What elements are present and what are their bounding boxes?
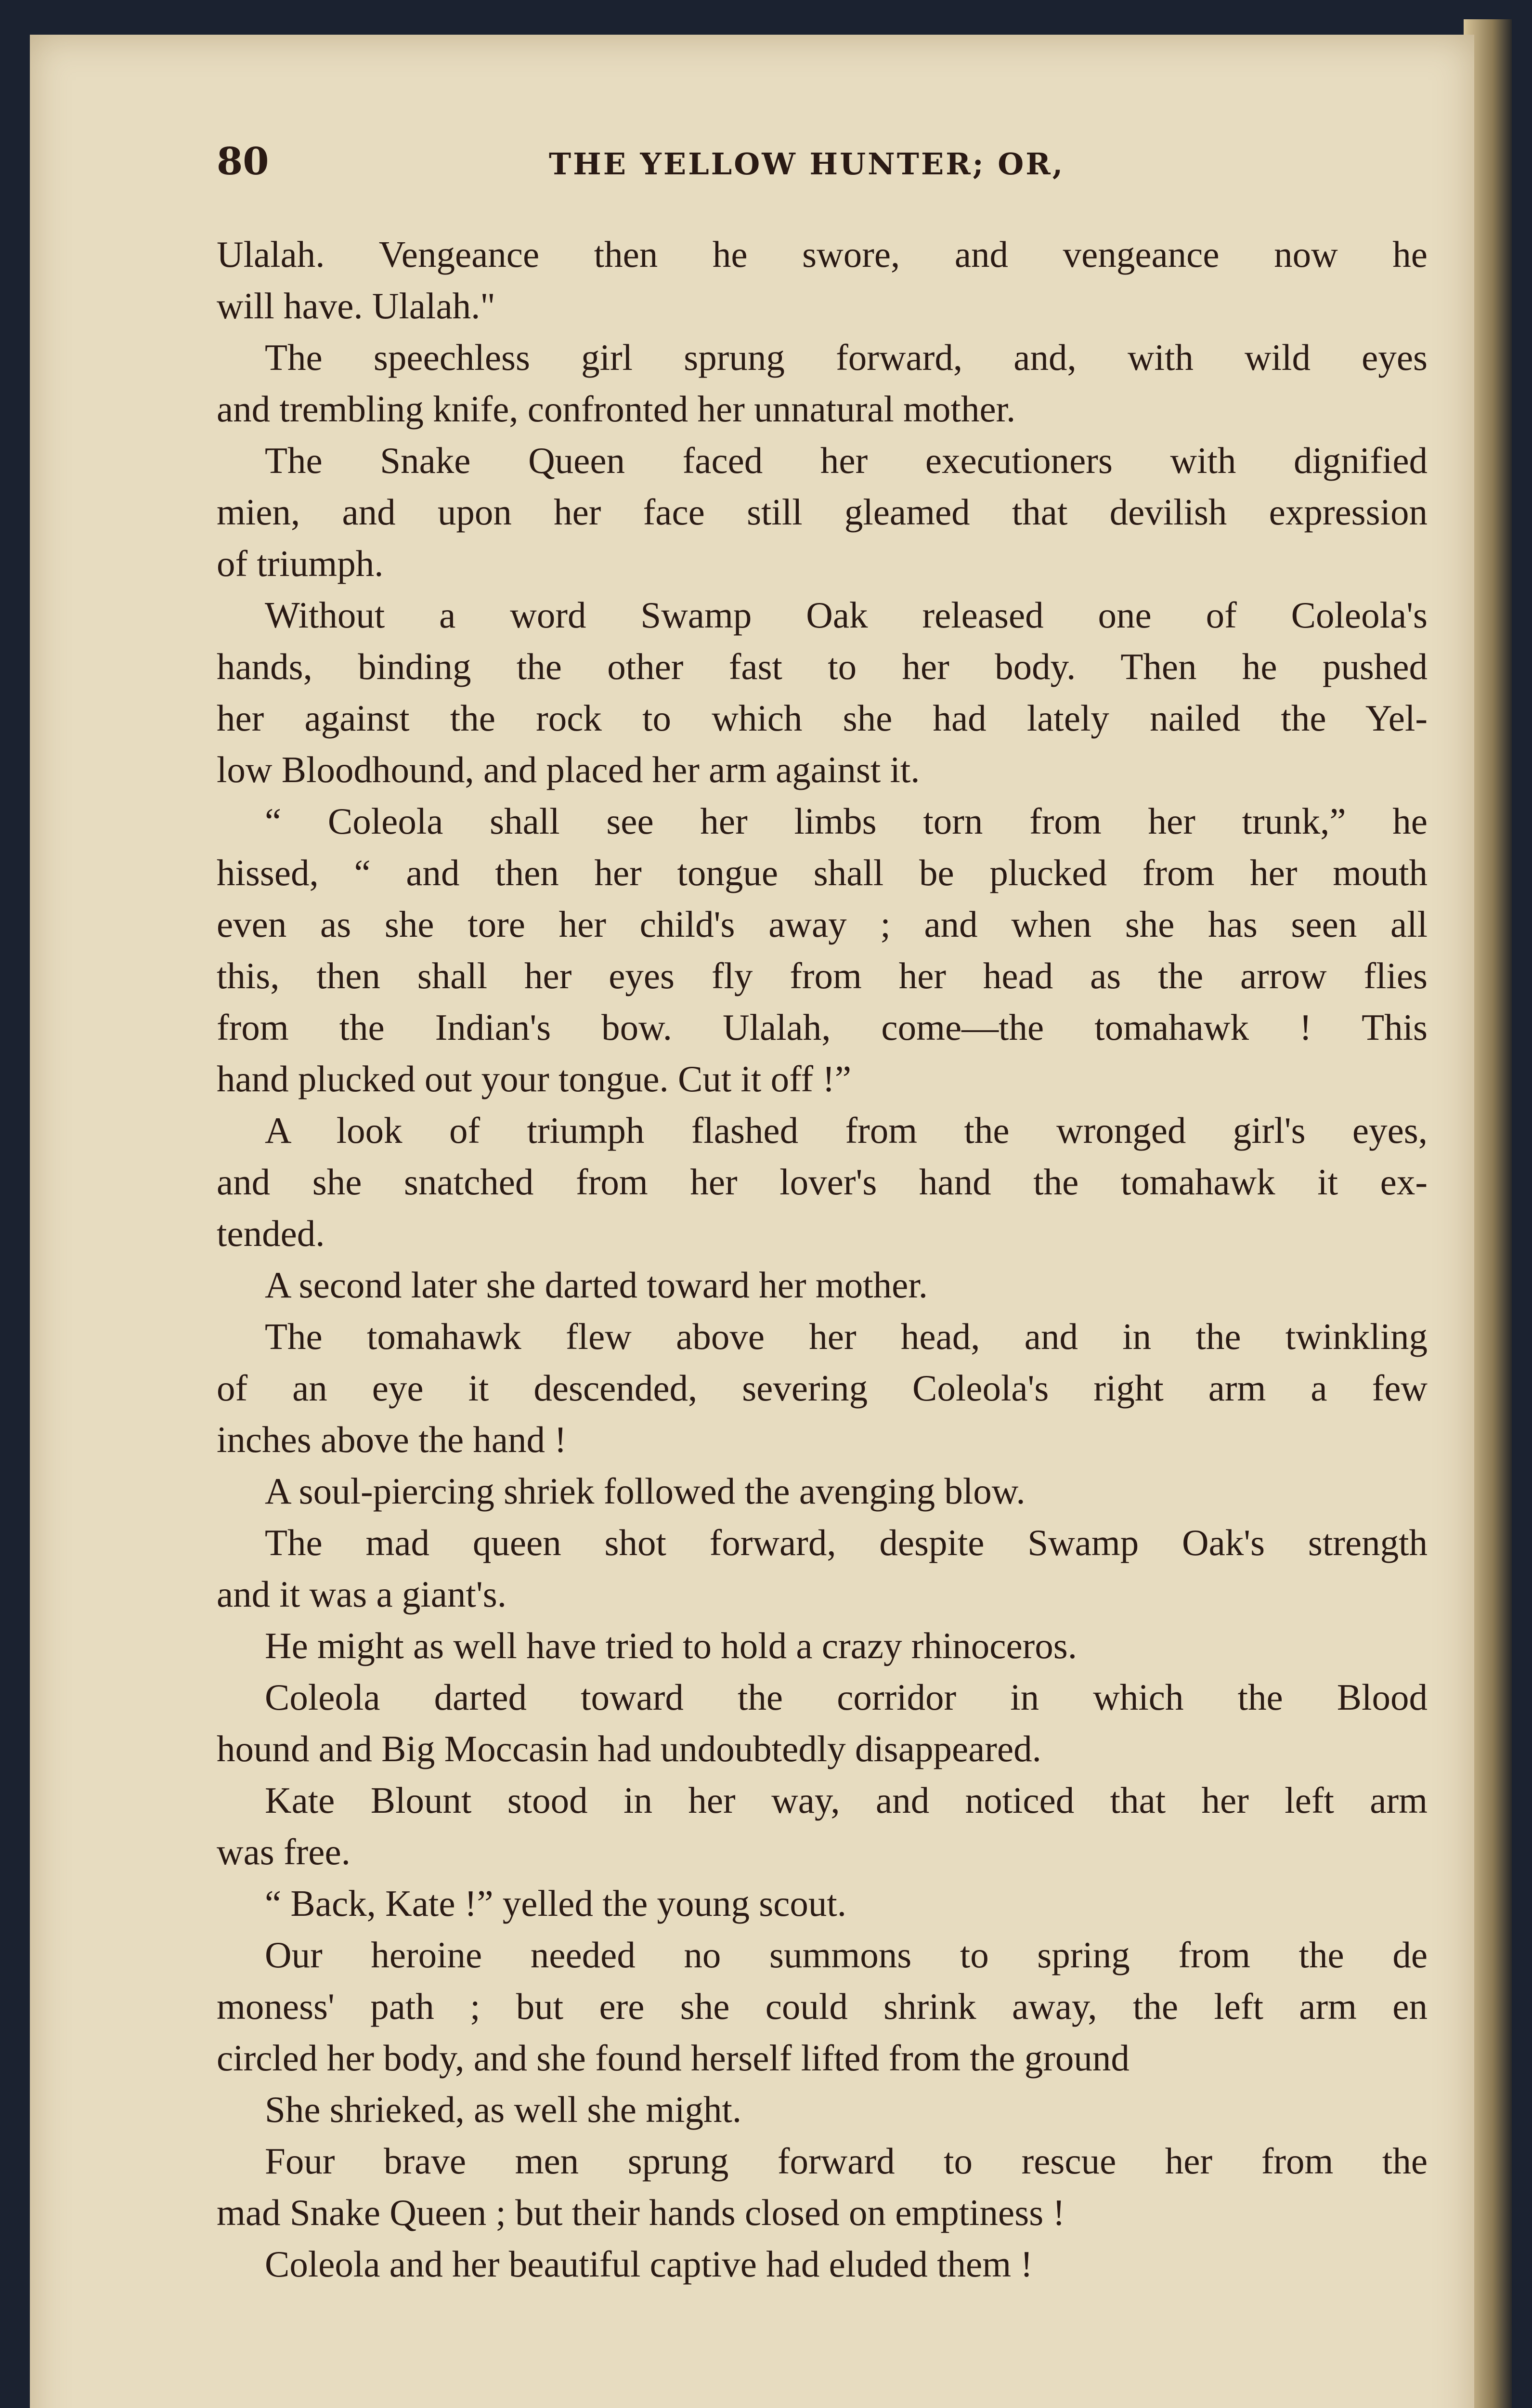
text-line: He might as well have tried to hold a crazy rhinoceros. [265,1625,1078,1666]
text-line: A look of triumph flashed from the wronged girl's eyes, [265,1110,1428,1151]
body-text [217,229,1428,2290]
page-number: 80 [217,140,269,183]
text-line: her against the rock to which she had lately nailed the Yel- [217,697,1428,739]
text-line: and it was a giant's. [217,1573,506,1615]
text-line: was free. [217,1831,351,1872]
text-line: even as she tore her child's away ; and when she has seen all [217,903,1428,945]
text-line: and trembling knife, confronted her unnatural mother. [217,388,1016,430]
text-line: circled her body, and she found herself lifted from the ground [217,2037,1130,2079]
text-line: Ulalah. Vengeance then he swore, and vengeance now he [217,234,1428,275]
text-line: Our heroine needed no summons to spring from the de [265,1934,1428,1976]
text-line: low Bloodhound, and placed her arm against it. [217,749,920,790]
text-line: tended. [217,1213,325,1254]
text-line: of triumph. [217,543,384,584]
text-line: The mad queen shot forward, despite Swamp Oak's strength [265,1522,1428,1563]
text-line: hand plucked out your tongue. Cut it off !” [217,1058,852,1099]
text-line: Coleola and her beautiful captive had eluded them ! [265,2243,1033,2285]
text-line: “ Back, Kate !” yelled the young scout. [265,1883,847,1924]
text-line: Four brave men sprung forward to rescue her from the [265,2140,1428,2182]
text-line: from the Indian's bow. Ulalah, come—the tomahawk ! This [217,1007,1428,1048]
text-line: She shrieked, as well she might. [265,2089,742,2130]
text-line: A second later she darted toward her mother. [265,1264,928,1306]
text-line: The tomahawk flew above her head, and in the twinkling [265,1316,1428,1357]
running-head: THE YELLOW HUNTER; OR, [549,146,1065,182]
text-line: Kate Blount stood in her way, and noticed that her left arm [265,1780,1428,1821]
text-line: A soul-piercing shriek followed the avenging blow. [265,1470,1026,1512]
text-line: moness' path ; but ere she could shrink away, the left arm en [217,1986,1428,2027]
text-line: hound and Big Moccasin had undoubtedly disappeared. [217,1728,1041,1769]
text-line: this, then shall her eyes fly from her head as the arrow flies [217,955,1428,996]
page-header [217,140,1444,193]
text-line: Coleola darted toward the corridor in which the Blood [265,1676,1428,1718]
text-line: and she snatched from her lover's hand the tomahawk it ex- [217,1161,1428,1203]
book-page [30,35,1474,2408]
text-line: of an eye it descended, severing Coleola's right arm a few [217,1367,1428,1409]
text-line: hands, binding the other fast to her body. Then he pushed [217,646,1428,687]
text-line: Without a word Swamp Oak released one of Coleola's [265,594,1428,636]
text-line: will have. Ulalah." [217,285,495,327]
text-line: mad Snake Queen ; but their hands closed on emptiness ! [217,2192,1065,2233]
text-line: inches above the hand ! [217,1419,567,1460]
text-line: The Snake Queen faced her executioners with dignified [265,440,1428,481]
text-line: hissed, “ and then her tongue shall be plucked from her mouth [217,852,1428,893]
text-line: mien, and upon her face still gleamed that devilish expression [217,491,1428,533]
text-line: The speechless girl sprung forward, and, with wild eyes [265,337,1428,378]
text-line: “ Coleola shall see her limbs torn from her trunk,” he [265,800,1428,842]
